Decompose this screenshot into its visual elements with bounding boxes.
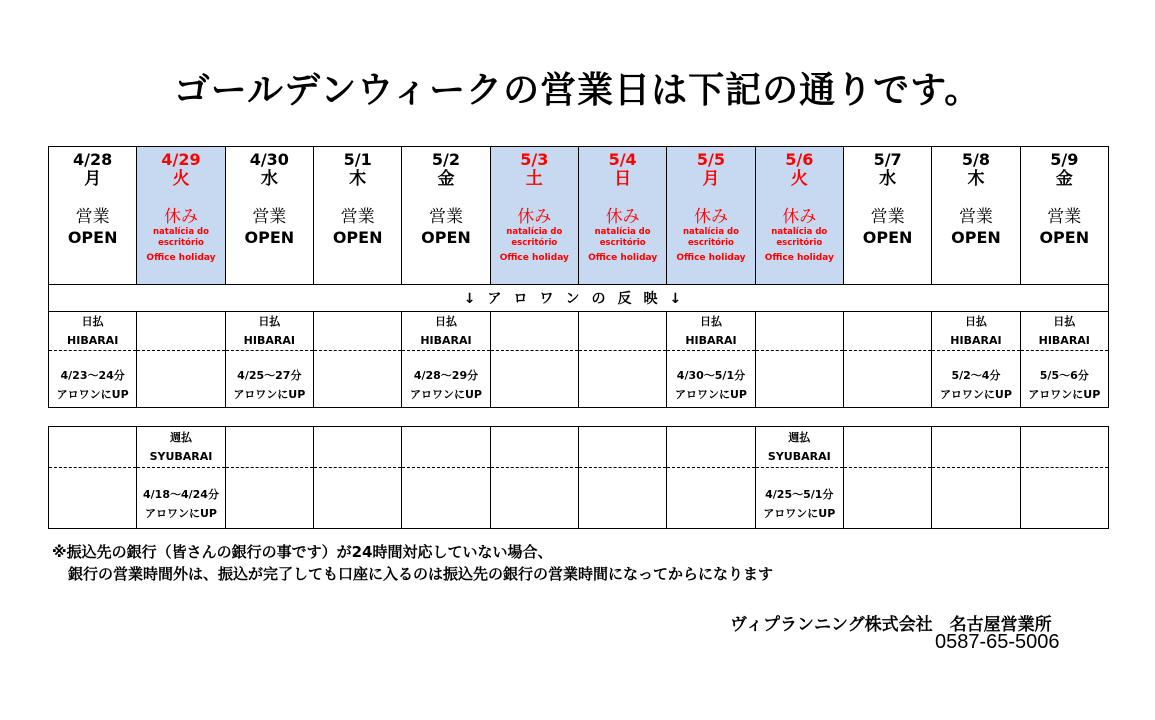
open-label: OPEN <box>951 228 1001 247</box>
daily-pay-label-en: HIBARAI <box>67 334 119 347</box>
open-label: OPEN <box>332 228 383 247</box>
day-date: 5/9 <box>1050 150 1079 169</box>
open-label: OPEN <box>67 228 118 247</box>
daily-pay-range-cell <box>932 351 1020 408</box>
daily-pay-label-cell <box>49 312 137 351</box>
day-row <box>49 147 1109 285</box>
weekly-pay-range-cell <box>49 468 137 529</box>
weekly-pay-label-cell <box>578 427 666 468</box>
daily-pay-range-row <box>49 351 1109 408</box>
daily-pay-range-cell <box>137 351 225 408</box>
weekly-pay-label-jp: 週払 <box>788 431 811 444</box>
daily-pay-range-cell <box>843 351 931 408</box>
day-cell <box>402 147 490 285</box>
day-weekday: 月 <box>702 169 720 189</box>
weekly-pay-label-cell <box>313 427 401 468</box>
daily-pay-upload: アロワンにUP <box>409 388 482 401</box>
reflection-band-row <box>49 285 1109 312</box>
daily-pay-range-cell <box>755 351 843 408</box>
daily-pay-label-jp: 日払 <box>1053 315 1076 328</box>
daily-pay-upload: アロワンにUP <box>1028 388 1101 401</box>
daily-pay-label-cell <box>755 312 843 351</box>
holiday-note-en: Office holiday <box>764 253 834 263</box>
day-date: 5/6 <box>785 150 814 169</box>
holiday-note-pt: escritório <box>776 238 823 248</box>
day-date: 4/29 <box>161 150 201 169</box>
daily-pay-label-cell <box>313 312 401 351</box>
reflection-band: ↓アロワンの反映↓ <box>49 285 1109 312</box>
day-status: 休み <box>517 207 552 227</box>
page-title: ゴールデンウィークの営業日は下記の通りです。 <box>173 70 982 111</box>
day-date: 5/5 <box>696 150 726 169</box>
daily-pay-range-cell <box>225 351 313 408</box>
open-label: OPEN <box>1039 228 1090 247</box>
daily-pay-range: 4/23～24分 <box>60 369 125 382</box>
daily-pay-upload: アロワンにUP <box>674 388 747 401</box>
daily-pay-label-cell <box>843 312 931 351</box>
day-date: 5/1 <box>343 150 372 169</box>
weekly-pay-label-cell <box>490 427 578 468</box>
holiday-note-pt: escritório <box>158 238 204 248</box>
day-cell <box>137 147 225 285</box>
day-cell <box>932 147 1020 285</box>
weekly-pay-label-cell <box>667 427 755 468</box>
day-weekday: 木 <box>967 169 985 189</box>
day-status: 休み <box>782 207 817 227</box>
daily-pay-label-cell <box>402 312 490 351</box>
daily-pay-label-jp: 日払 <box>964 315 987 328</box>
holiday-note-en: Office holiday <box>588 253 658 263</box>
daily-pay-label-cell <box>667 312 755 351</box>
holiday-note-pt: natalícia do <box>506 227 563 237</box>
daily-pay-label-row <box>49 312 1109 351</box>
daily-pay-range-cell <box>490 351 578 408</box>
weekly-pay-range-cell <box>755 468 843 529</box>
holiday-note-pt: escritório <box>688 238 734 248</box>
weekly-pay-range-cell <box>843 468 931 529</box>
daily-pay-label-en: HIBARAI <box>420 334 472 347</box>
weekly-pay-range-row <box>49 468 1109 529</box>
daily-pay-range: 4/28～29分 <box>413 369 479 382</box>
daily-pay-range-cell <box>667 351 755 408</box>
daily-pay-label-cell <box>137 312 225 351</box>
holiday-note-en: Office holiday <box>676 253 746 263</box>
weekly-pay-label-cell <box>137 427 225 468</box>
daily-pay-range-cell <box>402 351 490 408</box>
daily-pay-label-cell <box>225 312 313 351</box>
phone-number: 0587-65-5006 <box>935 631 1060 653</box>
day-status: 営業 <box>1047 207 1082 227</box>
company-name: ヴィプランニング株式会社 名古屋営業所 <box>730 615 1052 635</box>
weekly-pay-label-cell <box>932 427 1020 468</box>
day-date: 5/3 <box>520 150 549 169</box>
note-line-2: 銀行の営業時間外は、振込が完了しても口座に入るのは振込先の銀行の営業時間になってからになります <box>68 565 774 583</box>
day-weekday: 火 <box>172 169 190 189</box>
day-status: 営業 <box>340 207 375 227</box>
day-cell <box>578 147 666 285</box>
weekly-pay-range-cell <box>137 468 225 529</box>
daily-pay-range: 5/5～6分 <box>1039 369 1089 382</box>
daily-pay-range-cell <box>49 351 137 408</box>
day-cell <box>313 147 401 285</box>
day-cell <box>755 147 843 285</box>
day-cell <box>225 147 313 285</box>
day-weekday: 水 <box>879 169 897 189</box>
daily-pay-label-jp: 日払 <box>434 315 457 328</box>
weekly-pay-upload: アロワンにUP <box>144 507 217 520</box>
daily-pay-label-en: HIBARAI <box>685 334 737 347</box>
daily-pay-upload: アロワンにUP <box>939 388 1012 401</box>
day-weekday: 木 <box>349 169 367 189</box>
open-label: OPEN <box>862 228 913 247</box>
daily-pay-label-cell <box>490 312 578 351</box>
daily-pay-range: 4/30～5/1分 <box>676 369 746 382</box>
daily-pay-range-cell <box>578 351 666 408</box>
day-cell <box>843 147 931 285</box>
daily-pay-label-en: HIBARAI <box>1038 334 1090 347</box>
day-date: 5/2 <box>431 150 461 169</box>
weekly-pay-range-cell <box>578 468 666 529</box>
day-cell <box>1020 147 1108 285</box>
day-weekday: 日 <box>614 169 632 189</box>
holiday-note-pt: natalícia do <box>594 227 651 237</box>
weekly-pay-label-en: SYUBARAI <box>767 450 831 463</box>
weekly-pay-range-cell <box>1020 468 1108 529</box>
daily-pay-label-jp: 日払 <box>81 315 104 328</box>
daily-pay-upload: アロワンにUP <box>233 388 306 401</box>
day-date: 5/8 <box>961 150 990 169</box>
day-status: 休み <box>605 207 640 227</box>
day-status: 営業 <box>75 207 110 227</box>
weekly-pay-label-jp: 週払 <box>169 431 192 444</box>
holiday-note-pt: natalícia do <box>682 227 739 237</box>
day-status: 休み <box>693 207 728 227</box>
day-cell <box>490 147 578 285</box>
weekly-pay-label-row <box>49 427 1109 468</box>
weekly-pay-label-cell <box>402 427 490 468</box>
day-date: 4/30 <box>249 150 289 169</box>
daily-pay-label-en: HIBARAI <box>243 334 295 347</box>
daily-pay-label-cell <box>1020 312 1108 351</box>
day-status: 営業 <box>252 207 287 227</box>
weekly-pay-range-cell <box>313 468 401 529</box>
weekly-pay-label-cell <box>755 427 843 468</box>
daily-pay-label-cell <box>932 312 1020 351</box>
day-cell <box>667 147 755 285</box>
holiday-note-pt: escritório <box>599 238 646 248</box>
day-weekday: 土 <box>525 169 543 189</box>
day-weekday: 月 <box>84 169 102 189</box>
day-status: 休み <box>163 207 198 227</box>
day-cell <box>49 147 137 285</box>
weekly-pay-range-cell <box>667 468 755 529</box>
weekly-pay-range-cell <box>932 468 1020 529</box>
day-status: 営業 <box>428 207 463 227</box>
weekly-pay-label-en: SYUBARAI <box>149 450 213 463</box>
weekly-pay-label-cell <box>49 427 137 468</box>
day-date: 4/28 <box>73 150 113 169</box>
daily-pay-range: 5/2～4分 <box>951 369 1001 382</box>
daily-pay-range-cell <box>1020 351 1108 408</box>
holiday-note-pt: natalícia do <box>152 227 209 237</box>
day-weekday: 金 <box>1055 169 1073 189</box>
weekly-pay-range-cell <box>490 468 578 529</box>
day-status: 営業 <box>870 207 905 227</box>
open-label: OPEN <box>421 228 471 247</box>
holiday-note-pt: escritório <box>511 238 558 248</box>
daily-pay-label-jp: 日払 <box>699 315 722 328</box>
day-weekday: 火 <box>790 169 808 189</box>
open-label: OPEN <box>244 228 295 247</box>
weekly-pay-label-cell <box>843 427 931 468</box>
note-line-1: ※振込先の銀行（皆さんの銀行の事です）が24時間対応していない場合、 <box>52 543 553 561</box>
daily-pay-label-en: HIBARAI <box>950 334 1002 347</box>
weekly-pay-range-cell <box>402 468 490 529</box>
weekly-pay-range: 4/18～4/24分 <box>143 488 219 501</box>
day-weekday: 金 <box>437 169 455 189</box>
day-date: 5/7 <box>873 150 902 169</box>
weekly-pay-range-cell <box>225 468 313 529</box>
holiday-note-en: Office holiday <box>146 253 216 263</box>
daily-pay-label-jp: 日払 <box>258 315 281 328</box>
holiday-note-en: Office holiday <box>499 253 569 263</box>
weekly-pay-upload: アロワンにUP <box>763 507 836 520</box>
daily-pay-label-cell <box>578 312 666 351</box>
daily-pay-upload: アロワンにUP <box>56 388 129 401</box>
weekly-pay-range: 4/25～5/1分 <box>765 488 834 501</box>
day-date: 5/4 <box>608 150 637 169</box>
schedule-table <box>48 146 1109 408</box>
weekly-pay-table <box>48 426 1109 529</box>
day-status: 営業 <box>958 207 993 227</box>
day-weekday: 水 <box>260 169 278 189</box>
daily-pay-range: 4/25～27分 <box>237 369 302 382</box>
holiday-note-pt: natalícia do <box>771 227 828 237</box>
weekly-pay-label-cell <box>225 427 313 468</box>
daily-pay-range-cell <box>313 351 401 408</box>
weekly-pay-label-cell <box>1020 427 1108 468</box>
